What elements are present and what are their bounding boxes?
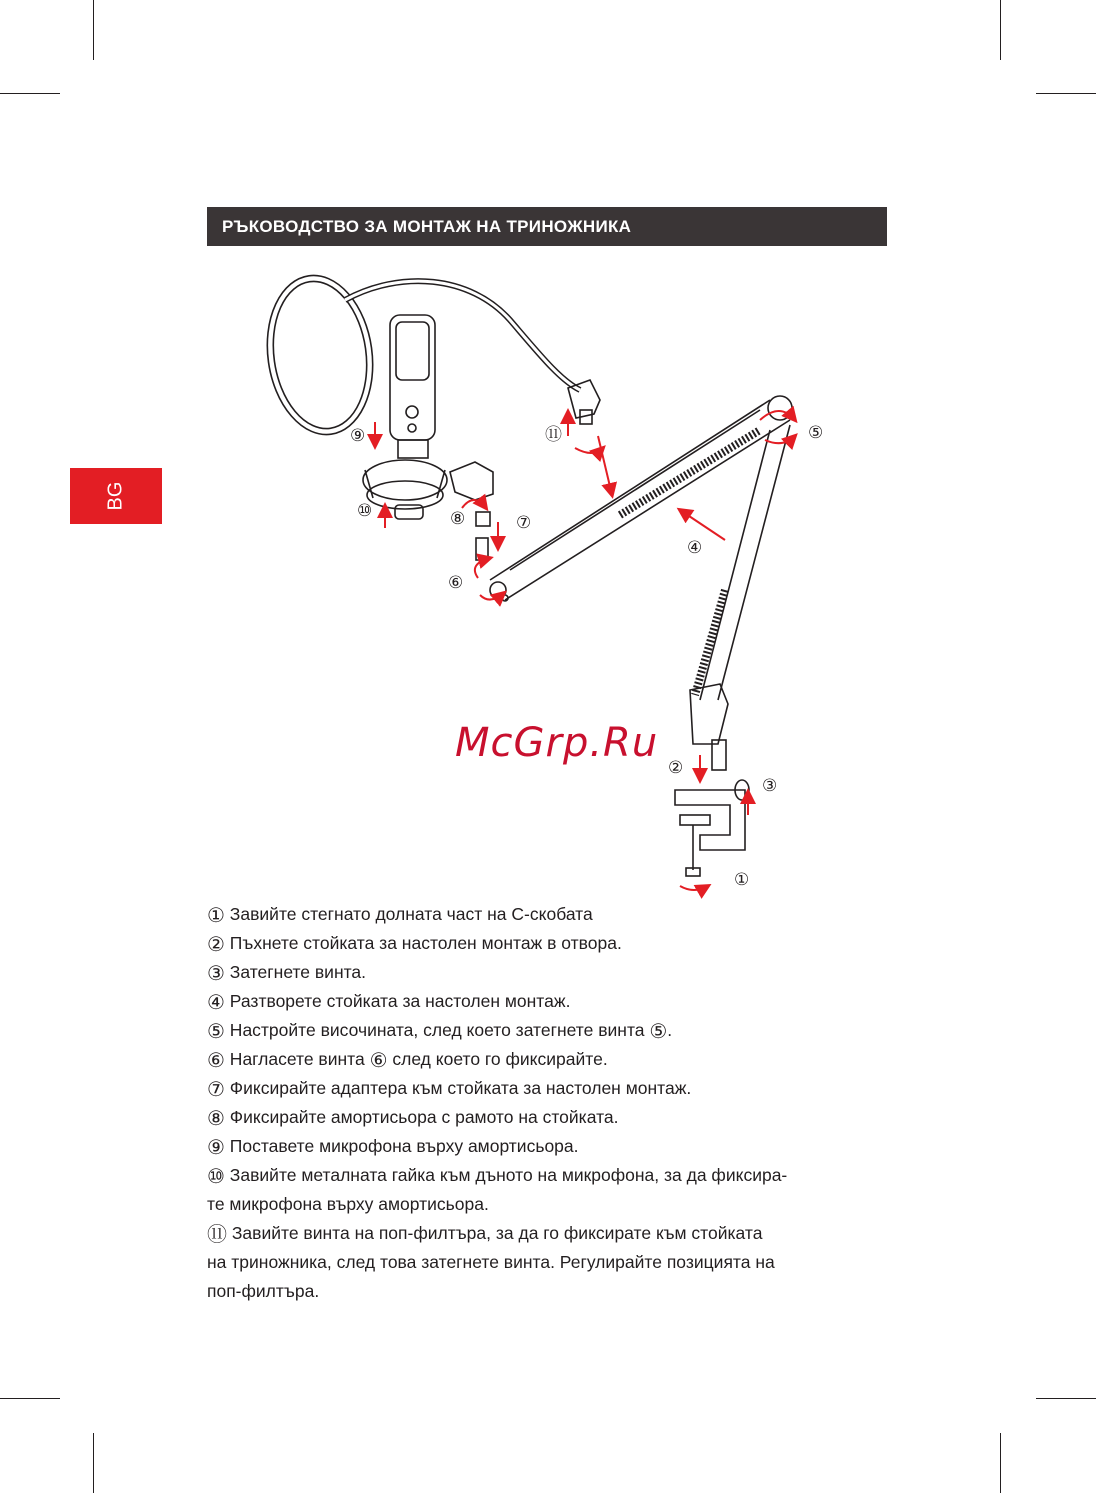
step-10 [207, 1161, 887, 1219]
crop-mark [1000, 1433, 1001, 1493]
diagram-label-8: ⑧ [450, 509, 466, 529]
diagram-label-1: ① [734, 870, 750, 890]
step-text: Завийте винта на поп-филтъра, за да го фиксирате към стойката на триножника, след това затегнете винта. Регулирайте позицията на поп-филтъра. [207, 1223, 775, 1301]
step-text: Затегнете винта. [224, 962, 367, 982]
step-5 [207, 1016, 887, 1045]
lower-arm [700, 425, 790, 700]
step-11 [207, 1219, 887, 1306]
step-number: ④ [207, 990, 225, 1014]
step-number: ⑥ [207, 1048, 225, 1072]
step-text-after: след което го фиксирайте. [387, 1049, 608, 1069]
diagram-label-2: ② [668, 758, 684, 778]
step-text: Поставете микрофона върху амортисьора. [224, 1136, 579, 1156]
diagram-label-3: ③ [762, 776, 778, 796]
step-text: Завийте стегнато долната част на С-скобата [224, 904, 593, 924]
diagram-label-11: ⑪ [545, 425, 562, 445]
watermark: McGrp.Ru [455, 720, 659, 766]
step-text: Фиксирайте адаптера към стойката за настолен монтаж. [224, 1078, 692, 1098]
step-number: ⑧ [207, 1106, 225, 1130]
step-4 [207, 987, 887, 1016]
crop-mark [1036, 1398, 1096, 1399]
step-text: Настройте височината, след което затегнете винта [224, 1020, 650, 1040]
step-number: ⑨ [207, 1135, 225, 1159]
step-6 [207, 1045, 887, 1074]
step-number: ③ [207, 961, 225, 985]
crop-mark [93, 1433, 94, 1493]
crop-mark [0, 1398, 60, 1399]
diagram-label-4: ④ [687, 538, 703, 558]
step-number: ① [207, 903, 225, 927]
step-text: Разтворете стойката за настолен монтаж. [224, 991, 571, 1011]
diagram-label-6: ⑥ [448, 573, 464, 593]
step-text-after: . [667, 1020, 673, 1040]
adapter [476, 512, 490, 526]
step-number: ⑦ [207, 1077, 225, 1101]
diagram-label-10: ⑩ [357, 501, 373, 521]
step-number: ⑩ [207, 1164, 225, 1188]
diagram-label-5: ⑤ [808, 423, 824, 443]
step-3 [207, 958, 887, 987]
shock-mount [363, 460, 447, 500]
language-label: BG [104, 481, 127, 511]
step-7 [207, 1074, 887, 1103]
step-text: Пъхнете стойката за настолен монтаж в отвора. [224, 933, 622, 953]
metal-nut [395, 505, 423, 519]
diagram-label-7: ⑦ [516, 513, 532, 533]
step-number: ② [207, 932, 225, 956]
step-number: ⑤ [207, 1019, 225, 1043]
step-text: Нагласете винта [224, 1049, 370, 1069]
diagram-label-9: ⑨ [350, 426, 366, 446]
step-number-inline: ⑤ [649, 1019, 668, 1043]
lower-spring [695, 590, 725, 695]
step-2 [207, 929, 887, 958]
gooseneck [345, 281, 580, 390]
step-9 [207, 1132, 887, 1161]
step-number-inline: ⑥ [369, 1048, 388, 1072]
step-number: ⑪ [207, 1222, 227, 1246]
instruction-list [207, 900, 887, 1306]
step-1 [207, 900, 887, 929]
step-text: Завийте металната гайка към дъното на микрофона, за да фиксира- те микрофона върху амортисьора. [207, 1165, 788, 1214]
pop-filter-clamp [568, 380, 600, 418]
step-8 [207, 1103, 887, 1132]
page-title: РЪКОВОДСТВО ЗА МОНТАЖ НА ТРИНОЖНИКА [207, 207, 887, 246]
upper-spring [620, 430, 760, 515]
step-text: Фиксирайте амортисьора с рамото на стойката. [224, 1107, 619, 1127]
pop-filter-ring [257, 269, 382, 442]
